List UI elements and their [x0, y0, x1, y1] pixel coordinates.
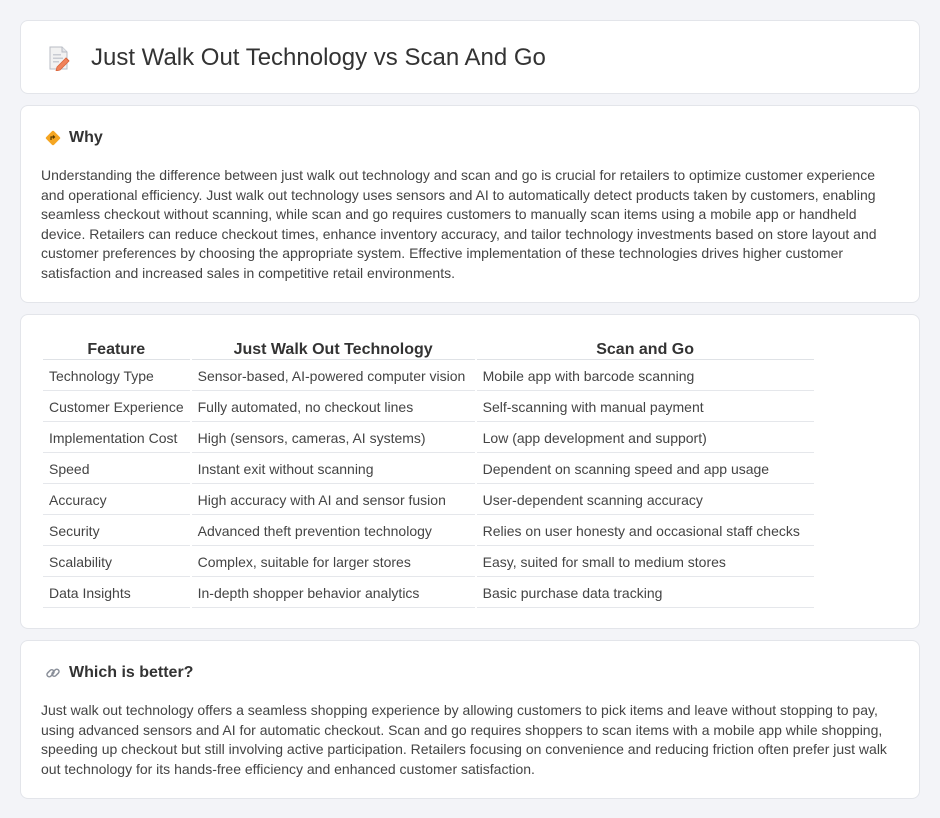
table-row [43, 517, 814, 546]
scan-and-go-cell: Relies on user honesty and occasional staff checks [477, 517, 814, 546]
feature-cell: Implementation Cost [43, 424, 190, 453]
better-text: Just walk out technology offers a seamless shopping experience by allowing customers to pick items and leave without stopping to pay, using advanced sensors and AI for automatic checkout. Scan and go requires shoppers to scan items with a mobile app while shopping, speeding up checkout but still involving active participation. Retailers focusing on convenience and reducing friction often prefer just walk out technology for its hands-free efficiency and enhanced customer satisfaction. [41, 702, 887, 777]
document-pencil-icon [47, 45, 71, 71]
header-just-walk-out: Just Walk Out Technology [192, 339, 475, 360]
just-walk-out-cell: Instant exit without scanning [192, 455, 475, 484]
page-title: Just Walk Out Technology vs Scan And Go [91, 44, 546, 71]
why-title: Why [69, 129, 103, 146]
scan-and-go-cell: Low (app development and support) [477, 424, 814, 453]
scan-and-go-cell: Basic purchase data tracking [477, 579, 814, 608]
feature-cell: Security [43, 517, 190, 546]
why-heading [45, 129, 103, 147]
just-walk-out-cell: In-depth shopper behavior analytics [192, 579, 475, 608]
why-section [20, 105, 920, 303]
table-row [43, 486, 814, 515]
scan-and-go-cell: Self-scanning with manual payment [477, 393, 814, 422]
better-title: Which is better? [69, 664, 194, 681]
scan-and-go-cell: Easy, suited for small to medium stores [477, 548, 814, 577]
table-row [43, 579, 814, 608]
table-row [43, 548, 814, 577]
feature-cell: Technology Type [43, 362, 190, 391]
which-is-better-section [20, 640, 920, 799]
scan-and-go-cell: Mobile app with barcode scanning [477, 362, 814, 391]
feature-cell: Data Insights [43, 579, 190, 608]
header-feature: Feature [43, 339, 190, 360]
feature-cell: Speed [43, 455, 190, 484]
table-row [43, 455, 814, 484]
header-card [20, 20, 920, 94]
better-heading [45, 664, 193, 682]
scan-and-go-cell: Dependent on scanning speed and app usage [477, 455, 814, 484]
why-text: Understanding the difference between just walk out technology and scan and go is crucial for retailers to optimize customer experience and operational efficiency. Just walk out technology uses sensors and AI to automatically detect products taken by customers, enabling seamless checkout without scanning, while scan and go requires customers to manually scan items using a mobile app or handheld device. Retailers can reduce checkout times, enhance inventory accuracy, and tailor technology investments based on store layout and customer preferences by choosing the appropriate system. Effective implementation of these technologies drives higher customer satisfaction and increased sales in competitive retail environments. [41, 167, 877, 281]
table-row [43, 424, 814, 453]
table-row [43, 393, 814, 422]
comparison-section [20, 314, 920, 629]
feature-cell: Customer Experience [43, 393, 190, 422]
scan-and-go-cell: User-dependent scanning accuracy [477, 486, 814, 515]
just-walk-out-cell: Sensor-based, AI-powered computer vision [192, 362, 475, 391]
title-row [47, 44, 546, 72]
just-walk-out-cell: Fully automated, no checkout lines [192, 393, 475, 422]
table-row [43, 362, 814, 391]
link-icon [45, 665, 61, 681]
feature-cell: Scalability [43, 548, 190, 577]
just-walk-out-cell: Complex, suitable for larger stores [192, 548, 475, 577]
just-walk-out-cell: High accuracy with AI and sensor fusion [192, 486, 475, 515]
road-sign-icon [45, 130, 61, 146]
just-walk-out-cell: Advanced theft prevention technology [192, 517, 475, 546]
table-header-row [43, 339, 814, 360]
header-scan-and-go: Scan and Go [477, 339, 814, 360]
comparison-table [41, 337, 816, 610]
just-walk-out-cell: High (sensors, cameras, AI systems) [192, 424, 475, 453]
feature-cell: Accuracy [43, 486, 190, 515]
